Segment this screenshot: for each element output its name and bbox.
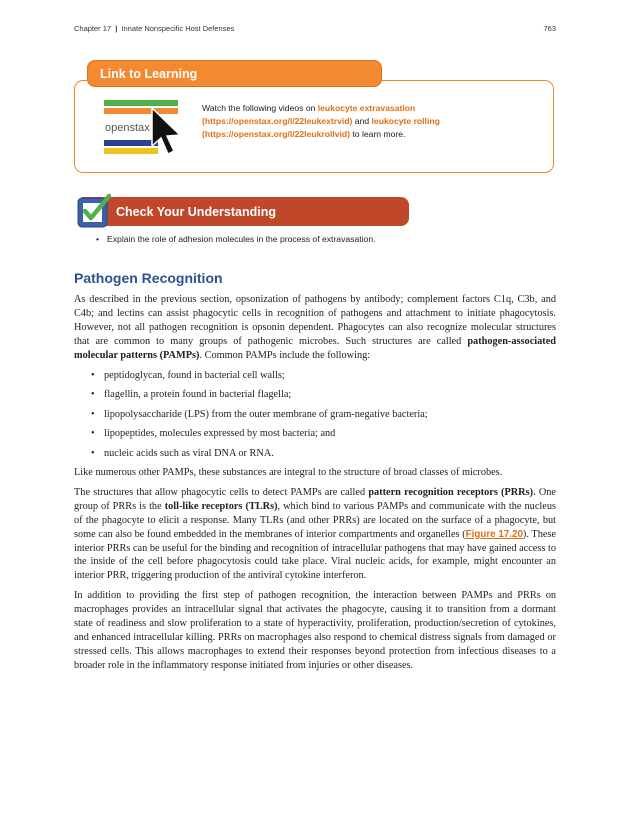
paragraph-2: Like numerous other PAMPs, these substances are integral to the structure of broad classes of microbes. [74, 467, 503, 479]
openstax-logo-icon [104, 100, 190, 158]
body-text [74, 293, 556, 679]
list-item: • nucleic acids such as viral DNA or RNA. [74, 447, 556, 461]
link-to-learning-title: Link to Learning [87, 60, 382, 87]
checkmark-box-icon [76, 193, 112, 229]
leukocyte-extravasation-link[interactable]: leukocyte extravasation (https://openstax.org/l/22leukextrvid) [202, 103, 416, 127]
pamps-list [74, 369, 556, 461]
page-number: 763 [543, 24, 556, 33]
section-title: Pathogen Recognition [74, 270, 223, 286]
chapter-number: Chapter 17 [74, 24, 112, 33]
paragraph-4: In addition to providing the first step of pathogen recognition, the interaction between PAMPs and PRRs on macrophages provides an intracellular signal that activates the phagocyte, causing it to transition from a dormant state of readiness and slow proliferation to a state of hyperactivity, proliferation, production/secretion of cytokines, and enhanced intracellular killing. PRRs on macrophages also respond to chemical distress signals from damaged or stressed cells. This allows macrophages to extend their responses beyond protection from infectious diseases to a broader role in the inflammatory response initiated from injuries or other diseases. [74, 590, 556, 671]
list-item: • flagellin, a protein found in bacterial flagella; [74, 388, 556, 402]
mouse-pointer-icon [152, 108, 180, 154]
figure-17-20-link[interactable]: Figure 17.20 [465, 528, 523, 540]
list-item: • lipopeptides, molecules expressed by most bacteria; and [74, 427, 556, 441]
leukocyte-rolling-link[interactable]: leukocyte rolling (https://openstax.org/l/22leukrollvid) [202, 116, 440, 140]
header-separator: | [115, 24, 118, 33]
list-item: • Explain the role of adhesion molecules in the process of extravasation. [96, 234, 376, 244]
tlrs-term: toll-like receptors (TLRs) [164, 500, 278, 512]
check-your-understanding-list [96, 234, 376, 244]
running-head [74, 24, 234, 33]
check-your-understanding-title: Check Your Understanding [82, 197, 409, 226]
chapter-title: Innate Nonspecific Host Defenses [121, 24, 235, 33]
pamps-term: pathogen-associated molecular patterns (PAMPs) [74, 335, 556, 361]
page-header [74, 24, 556, 33]
paragraph-3: The structures that allow phagocytic cells to detect PAMPs are called pattern recognition receptors (PRRs). One group of PRRs is the toll-like receptors (TLRs), which bind to various PAMPs and communicate with the nucleus of the phagocyte to elicit a response. Many TLRs (and other PRRs) are located on the surface of a phagocyte, but some can also be found embedded in the membranes of interior compartments and organelles (Figure 17.20). These interior PRRs can be useful for the binding and recognition of intracellular pathogens that may have gained access to the inside of the cell before phagocytosis could take place. Viral nucleic acids, for example, might encounter an interior PRR, triggering production of the antiviral cytokine interferon. [74, 486, 556, 582]
list-item: • lipopolysaccharide (LPS) from the outer membrane of gram-negative bacteria; [74, 408, 556, 422]
paragraph-1: As described in the previous section, opsonization of pathogens by antibody; complement factors C1q, C3b, and C4b; and lectins can assist phagocytic cells in recognition of pathogens and attachment to initiate phagocytosis. However, not all pathogen recognition is opsonin dependent. Phagocytes can also recognize molecular structures that are common to many groups of pathogenic microbes. Such structures are called pathogen-associated molecular patterns (PAMPs). Common PAMPs include the following: [74, 294, 556, 361]
list-item: • peptidoglycan, found in bacterial cell walls; [74, 369, 556, 383]
logo-text: openstax [105, 122, 150, 134]
prrs-term: pattern recognition receptors (PRRs) [368, 486, 534, 498]
link-to-learning-text: Watch the following videos on leukocyte extravasation (https://openstax.org/l/22leukextrvid) and leukocyte rolling (https://openstax.org/l/22leukrollvid) to learn more. [202, 103, 440, 140]
